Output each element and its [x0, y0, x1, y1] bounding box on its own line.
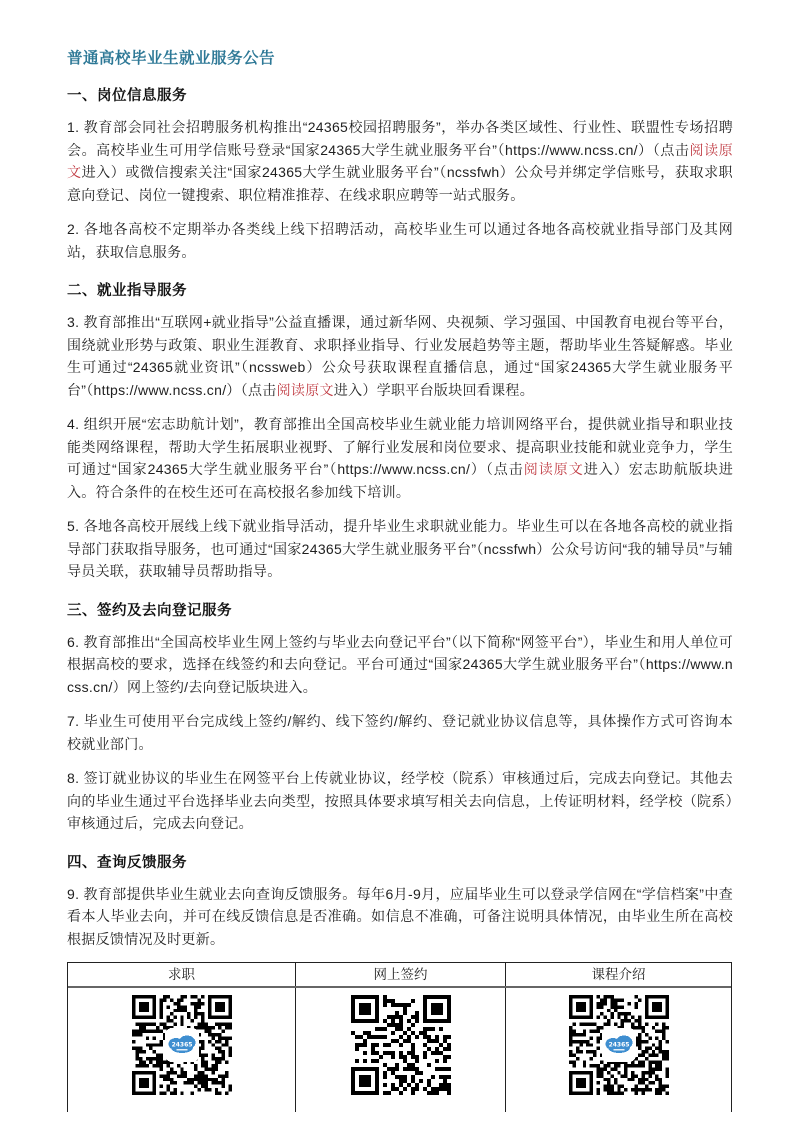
paragraph-text: 3. 教育部推出“互联网+就业指导”公益直播课，通过新华网、央视频、学习强国、中国教育电视台等平台，围绕就业形势与政策、职业生涯教育、求职择业指导、行业发展趋势等主题，帮助毕业生答疑解惑。毕业生可通过“24365就业资讯”（ncssweb）公众号获取课程直播信息，通过“国家24365大学生就业服务平台”（https://www.ncss.cn/）（点击	[67, 314, 733, 398]
paragraph-text: 2. 各地各高校不定期举办各类线上线下招聘活动，高校毕业生可以通过各地各高校就业指导部门及其网站，获取信息服务。	[67, 221, 733, 260]
paragraph-text: 进入）宏志助航版块进入。符合条件的在校生还可在高校报名参加线下培训。	[67, 461, 733, 500]
section-heading-job-info: 一、岗位信息服务	[67, 88, 187, 104]
paragraph	[67, 710, 733, 755]
paragraph-text: 进入）学职平台版块回看课程。	[333, 381, 534, 398]
qr-table-header-job-search: 求职	[68, 963, 296, 986]
paragraph	[67, 515, 733, 583]
qr-table-body-row	[68, 988, 731, 1112]
qr-code-icon	[569, 995, 669, 1095]
paragraph-text: 5. 各地各高校开展线上线下就业指导活动，提升毕业生求职就业能力。毕业生可以在各地各高校的就业指导部门获取指导服务，也可通过“国家24365大学生就业服务平台”（ncssfwh）公众号访问“我的辅导员”与辅导员关联，获取辅导员帮助指导。	[67, 518, 733, 579]
section-heading-query-feedback: 四、查询反馈服务	[67, 854, 187, 871]
section-heading-signing-registration: 三、签约及去向登记服务	[67, 602, 232, 619]
paragraph	[67, 116, 733, 206]
paragraph	[67, 883, 733, 951]
paragraph-text: 4. 组织开展“宏志助航计划”，教育部推出全国高校毕业生就业能力培训网络平台，提供就业指导和职业技能类网络课程，帮助大学生拓展职业视野、了解行业发展和岗位要求、提高职业技能和就业竞争力，学生可通过“国家24365大学生就业服务平台”（https://www.ncss.cn/）（点击	[67, 416, 733, 477]
paragraph-text: 9. 教育部提供毕业生就业去向查询反馈服务。每年6月-9月，应届毕业生可以登录学信网在“学信档案”中查看本人毕业去向，并可在线反馈信息是否准确。如信息不准确，可备注说明具体情况，由毕业生所在高校根据反馈情况及时更新。	[67, 885, 733, 947]
paragraph	[67, 767, 733, 835]
qr-code-icon	[351, 995, 451, 1095]
read-original-link[interactable]: 阅读原文	[67, 141, 733, 180]
paragraph	[67, 311, 733, 401]
paragraph	[67, 413, 733, 503]
svg-text:24365: 24365	[171, 1041, 192, 1049]
section-heading-employment-guidance: 二、就业指导服务	[67, 283, 187, 299]
paragraph-text: 7. 毕业生可使用平台完成线上签约/解约、线下签约/解约、登记就业协议信息等，具体操作方式可咨询本校就业部门。	[67, 713, 733, 752]
document-body	[67, 46, 733, 1112]
paragraph-text: 进入）或微信搜索关注“国家24365大学生就业服务平台”（ncssfwh）公众号并绑定学信账号，获取求职意向登记、岗位一键搜索、职位精准推荐、在线求职应聘等一站式服务。	[67, 164, 733, 203]
paragraph	[67, 631, 733, 699]
qr-code-table	[67, 962, 732, 1112]
read-original-link[interactable]: 阅读原文	[276, 381, 334, 398]
qr-table-header-course-intro: 课程介绍	[591, 967, 646, 982]
paragraph-text: 6. 教育部推出“全国高校毕业生网上签约与毕业去向登记平台”（以下简称“网签平台”），毕业生和用人单位可根据高校的要求，选择在线签约和去向登记。平台可通过“国家24365大学生就业服务平台”（https://www.ncss.cn/）网上签约/去向登记版块进入。	[67, 633, 733, 695]
paragraph-text: 8. 签订就业协议的毕业生在网签平台上传就业协议，经学校（院系）审核通过后，完成去向登记。其他去向的毕业生通过平台选择毕业去向类型，按照具体要求填写相关去向信息，上传证明材料，经学校（院系）审核通过后，完成去向登记。	[67, 770, 733, 831]
read-original-link[interactable]: 阅读原文	[523, 461, 584, 477]
qr-table-header-row	[68, 963, 731, 988]
qr-code-icon	[132, 995, 232, 1095]
doc-title: 普通高校毕业生就业服务公告	[67, 50, 276, 67]
qr-table-header-online-signing: 网上签约	[296, 963, 506, 986]
qr-cell-online-signing	[296, 988, 506, 1112]
paragraph	[67, 218, 733, 263]
svg-text:24365: 24365	[608, 1041, 629, 1049]
qr-cell-course-intro	[506, 988, 731, 1112]
paragraph-text: 1. 教育部会同社会招聘服务机构推出“24365校园招聘服务”，举办各类区域性、行业性、联盟性专场招聘会。高校毕业生可用学信账号登录“国家24365大学生就业服务平台”（https://www.ncss.cn/）（点击	[67, 119, 733, 158]
qr-cell-job-search	[68, 988, 296, 1112]
